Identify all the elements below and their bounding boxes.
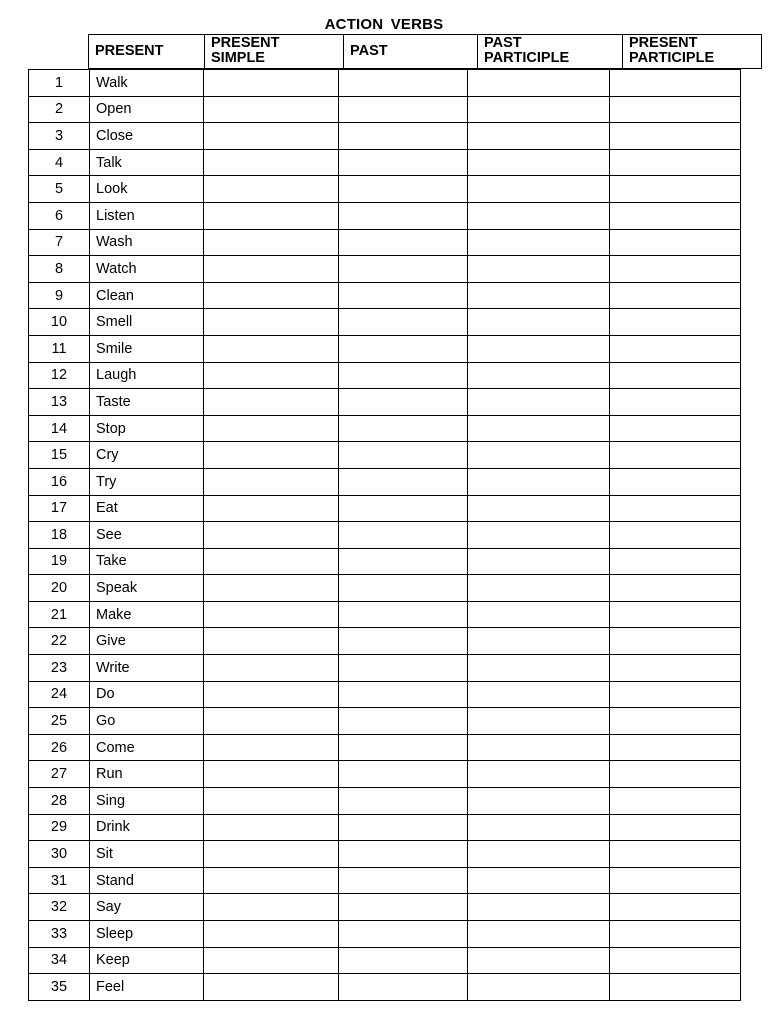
present-simple-cell[interactable] xyxy=(204,974,339,1001)
row-number: 28 xyxy=(29,788,90,815)
row-number: 3 xyxy=(29,123,90,150)
row-number: 26 xyxy=(29,734,90,761)
past-cell[interactable] xyxy=(339,974,468,1001)
present-participle-cell[interactable] xyxy=(610,974,741,1001)
row-number: 22 xyxy=(29,628,90,655)
present-verb-cell: Open xyxy=(90,96,204,123)
present-simple-cell[interactable] xyxy=(204,734,339,761)
past-participle-cell[interactable] xyxy=(468,442,610,469)
table-row xyxy=(29,123,741,150)
present-participle-cell[interactable] xyxy=(610,415,741,442)
present-verb-cell: Sleep xyxy=(90,921,204,948)
past-cell[interactable] xyxy=(339,522,468,549)
past-participle-cell[interactable] xyxy=(468,548,610,575)
past-participle-cell[interactable] xyxy=(468,522,610,549)
past-participle-cell[interactable] xyxy=(468,734,610,761)
table-row xyxy=(29,974,741,1001)
present-verb-cell: Eat xyxy=(90,495,204,522)
past-cell[interactable] xyxy=(339,575,468,602)
past-cell[interactable] xyxy=(339,229,468,256)
past-participle-cell[interactable] xyxy=(468,761,610,788)
row-number: 35 xyxy=(29,974,90,1001)
table-row xyxy=(29,256,741,283)
present-simple-cell[interactable] xyxy=(204,96,339,123)
row-number: 25 xyxy=(29,708,90,735)
present-simple-cell[interactable] xyxy=(204,389,339,416)
present-verb-cell: See xyxy=(90,522,204,549)
row-number: 5 xyxy=(29,176,90,203)
past-participle-cell[interactable] xyxy=(468,468,610,495)
past-participle-cell[interactable] xyxy=(468,655,610,682)
past-cell[interactable] xyxy=(339,282,468,309)
present-simple-cell[interactable] xyxy=(204,70,339,97)
past-cell[interactable] xyxy=(339,867,468,894)
present-verb-cell: Write xyxy=(90,655,204,682)
column-header-row xyxy=(89,35,762,69)
present-participle-cell[interactable] xyxy=(610,202,741,229)
present-verb-cell: Close xyxy=(90,123,204,150)
row-number: 8 xyxy=(29,256,90,283)
past-participle-cell[interactable] xyxy=(468,628,610,655)
row-number: 13 xyxy=(29,389,90,416)
past-participle-cell[interactable] xyxy=(468,788,610,815)
row-number: 32 xyxy=(29,894,90,921)
past-participle-cell[interactable] xyxy=(468,575,610,602)
table-row xyxy=(29,708,741,735)
row-number: 19 xyxy=(29,548,90,575)
column-header-present-simple: PRESENT SIMPLE xyxy=(205,35,344,69)
present-simple-cell[interactable] xyxy=(204,841,339,868)
column-header-table xyxy=(88,34,762,69)
past-cell[interactable] xyxy=(339,921,468,948)
past-participle-cell[interactable] xyxy=(468,415,610,442)
past-cell[interactable] xyxy=(339,123,468,150)
past-cell[interactable] xyxy=(339,894,468,921)
present-simple-cell[interactable] xyxy=(204,921,339,948)
past-participle-cell[interactable] xyxy=(468,176,610,203)
table-row xyxy=(29,788,741,815)
present-participle-cell[interactable] xyxy=(610,442,741,469)
past-participle-cell[interactable] xyxy=(468,256,610,283)
present-verb-cell: Talk xyxy=(90,149,204,176)
present-simple-cell[interactable] xyxy=(204,229,339,256)
past-cell[interactable] xyxy=(339,814,468,841)
present-simple-cell[interactable] xyxy=(204,442,339,469)
table-row xyxy=(29,335,741,362)
table-row xyxy=(29,70,741,97)
past-participle-cell[interactable] xyxy=(468,841,610,868)
present-participle-cell[interactable] xyxy=(610,468,741,495)
present-participle-cell[interactable] xyxy=(610,921,741,948)
table-row xyxy=(29,734,741,761)
row-number: 2 xyxy=(29,96,90,123)
row-number: 18 xyxy=(29,522,90,549)
table-row xyxy=(29,681,741,708)
present-simple-cell[interactable] xyxy=(204,468,339,495)
row-number: 12 xyxy=(29,362,90,389)
present-participle-cell[interactable] xyxy=(610,761,741,788)
present-participle-cell[interactable] xyxy=(610,522,741,549)
row-number: 1 xyxy=(29,70,90,97)
past-participle-cell[interactable] xyxy=(468,921,610,948)
present-verb-cell: Wash xyxy=(90,229,204,256)
present-simple-cell[interactable] xyxy=(204,362,339,389)
present-verb-cell: Give xyxy=(90,628,204,655)
past-cell[interactable] xyxy=(339,442,468,469)
present-participle-cell[interactable] xyxy=(610,495,741,522)
table-row xyxy=(29,655,741,682)
present-verb-cell: Watch xyxy=(90,256,204,283)
present-verb-cell: Come xyxy=(90,734,204,761)
present-simple-cell[interactable] xyxy=(204,681,339,708)
present-participle-cell[interactable] xyxy=(610,548,741,575)
present-verb-cell: Listen xyxy=(90,202,204,229)
past-cell[interactable] xyxy=(339,335,468,362)
row-number: 11 xyxy=(29,335,90,362)
table-row xyxy=(29,522,741,549)
row-number: 14 xyxy=(29,415,90,442)
row-number: 20 xyxy=(29,575,90,602)
present-simple-cell[interactable] xyxy=(204,894,339,921)
present-participle-cell[interactable] xyxy=(610,70,741,97)
table-row xyxy=(29,309,741,336)
present-verb-cell: Say xyxy=(90,894,204,921)
present-simple-cell[interactable] xyxy=(204,947,339,974)
past-participle-cell[interactable] xyxy=(468,202,610,229)
table-row xyxy=(29,282,741,309)
present-participle-cell[interactable] xyxy=(610,947,741,974)
column-header-past-participle: PAST PARTICIPLE xyxy=(478,35,623,69)
past-cell[interactable] xyxy=(339,708,468,735)
present-simple-cell[interactable] xyxy=(204,495,339,522)
past-participle-cell[interactable] xyxy=(468,974,610,1001)
past-cell[interactable] xyxy=(339,495,468,522)
present-simple-cell[interactable] xyxy=(204,123,339,150)
column-header-past: PAST xyxy=(344,35,478,69)
past-participle-cell[interactable] xyxy=(468,389,610,416)
present-participle-cell[interactable] xyxy=(610,176,741,203)
present-simple-cell[interactable] xyxy=(204,202,339,229)
present-participle-cell[interactable] xyxy=(610,389,741,416)
present-simple-cell[interactable] xyxy=(204,282,339,309)
past-participle-cell[interactable] xyxy=(468,123,610,150)
row-number: 15 xyxy=(29,442,90,469)
column-header-present-participle: PRESENT PARTICIPLE xyxy=(623,35,762,69)
past-cell[interactable] xyxy=(339,389,468,416)
past-participle-cell[interactable] xyxy=(468,149,610,176)
past-participle-cell[interactable] xyxy=(468,708,610,735)
row-number: 23 xyxy=(29,655,90,682)
present-verb-cell: Clean xyxy=(90,282,204,309)
table-row xyxy=(29,362,741,389)
page-title: ACTION VERBS xyxy=(324,16,444,33)
column-header-present: PRESENT xyxy=(89,35,205,69)
past-cell[interactable] xyxy=(339,841,468,868)
present-verb-cell: Smile xyxy=(90,335,204,362)
present-verb-cell: Walk xyxy=(90,70,204,97)
row-number: 10 xyxy=(29,309,90,336)
table-row xyxy=(29,495,741,522)
present-participle-cell[interactable] xyxy=(610,229,741,256)
present-simple-cell[interactable] xyxy=(204,548,339,575)
present-simple-cell[interactable] xyxy=(204,415,339,442)
past-cell[interactable] xyxy=(339,176,468,203)
present-participle-cell[interactable] xyxy=(610,894,741,921)
table-row xyxy=(29,601,741,628)
present-verb-cell: Take xyxy=(90,548,204,575)
past-cell[interactable] xyxy=(339,256,468,283)
present-participle-cell[interactable] xyxy=(610,655,741,682)
past-cell[interactable] xyxy=(339,628,468,655)
past-participle-cell[interactable] xyxy=(468,947,610,974)
past-cell[interactable] xyxy=(339,468,468,495)
present-simple-cell[interactable] xyxy=(204,335,339,362)
present-verb-cell: Smell xyxy=(90,309,204,336)
row-number: 27 xyxy=(29,761,90,788)
present-simple-cell[interactable] xyxy=(204,256,339,283)
table-row xyxy=(29,229,741,256)
present-participle-cell[interactable] xyxy=(610,96,741,123)
present-simple-cell[interactable] xyxy=(204,149,339,176)
row-number: 34 xyxy=(29,947,90,974)
table-row xyxy=(29,894,741,921)
past-cell[interactable] xyxy=(339,681,468,708)
table-row xyxy=(29,761,741,788)
present-participle-cell[interactable] xyxy=(610,149,741,176)
past-cell[interactable] xyxy=(339,96,468,123)
present-participle-cell[interactable] xyxy=(610,681,741,708)
present-verb-cell: Try xyxy=(90,468,204,495)
past-participle-cell[interactable] xyxy=(468,309,610,336)
present-simple-cell[interactable] xyxy=(204,522,339,549)
present-participle-cell[interactable] xyxy=(610,123,741,150)
present-verb-cell: Drink xyxy=(90,814,204,841)
table-row xyxy=(29,468,741,495)
present-participle-cell[interactable] xyxy=(610,841,741,868)
present-participle-cell[interactable] xyxy=(610,601,741,628)
present-simple-cell[interactable] xyxy=(204,176,339,203)
verb-table-body xyxy=(29,70,741,1001)
present-verb-cell: Stop xyxy=(90,415,204,442)
row-number: 24 xyxy=(29,681,90,708)
present-verb-cell: Do xyxy=(90,681,204,708)
present-participle-cell[interactable] xyxy=(610,362,741,389)
table-row xyxy=(29,96,741,123)
past-participle-cell[interactable] xyxy=(468,96,610,123)
table-row xyxy=(29,415,741,442)
table-row xyxy=(29,149,741,176)
past-cell[interactable] xyxy=(339,309,468,336)
present-participle-cell[interactable] xyxy=(610,708,741,735)
past-cell[interactable] xyxy=(339,202,468,229)
present-verb-cell: Look xyxy=(90,176,204,203)
table-row xyxy=(29,389,741,416)
present-simple-cell[interactable] xyxy=(204,867,339,894)
past-participle-cell[interactable] xyxy=(468,335,610,362)
present-verb-cell: Run xyxy=(90,761,204,788)
row-number: 16 xyxy=(29,468,90,495)
present-verb-cell: Feel xyxy=(90,974,204,1001)
present-participle-cell[interactable] xyxy=(610,256,741,283)
past-participle-cell[interactable] xyxy=(468,495,610,522)
present-simple-cell[interactable] xyxy=(204,628,339,655)
present-participle-cell[interactable] xyxy=(610,575,741,602)
table-row xyxy=(29,867,741,894)
present-verb-cell: Stand xyxy=(90,867,204,894)
past-cell[interactable] xyxy=(339,548,468,575)
past-participle-cell[interactable] xyxy=(468,867,610,894)
present-participle-cell[interactable] xyxy=(610,867,741,894)
table-row xyxy=(29,548,741,575)
present-participle-cell[interactable] xyxy=(610,335,741,362)
present-simple-cell[interactable] xyxy=(204,788,339,815)
present-simple-cell[interactable] xyxy=(204,655,339,682)
table-row xyxy=(29,628,741,655)
present-simple-cell[interactable] xyxy=(204,761,339,788)
row-number: 7 xyxy=(29,229,90,256)
present-verb-cell: Keep xyxy=(90,947,204,974)
past-cell[interactable] xyxy=(339,788,468,815)
table-row xyxy=(29,841,741,868)
table-row xyxy=(29,176,741,203)
past-cell[interactable] xyxy=(339,655,468,682)
row-number: 9 xyxy=(29,282,90,309)
present-verb-cell: Sing xyxy=(90,788,204,815)
table-row xyxy=(29,202,741,229)
past-participle-cell[interactable] xyxy=(468,814,610,841)
past-cell[interactable] xyxy=(339,362,468,389)
present-verb-cell: Taste xyxy=(90,389,204,416)
past-participle-cell[interactable] xyxy=(468,681,610,708)
present-verb-cell: Make xyxy=(90,601,204,628)
past-participle-cell[interactable] xyxy=(468,282,610,309)
present-simple-cell[interactable] xyxy=(204,309,339,336)
table-row xyxy=(29,575,741,602)
past-participle-cell[interactable] xyxy=(468,601,610,628)
present-participle-cell[interactable] xyxy=(610,282,741,309)
present-participle-cell[interactable] xyxy=(610,734,741,761)
row-number: 17 xyxy=(29,495,90,522)
past-cell[interactable] xyxy=(339,761,468,788)
present-verb-cell: Speak xyxy=(90,575,204,602)
table-row xyxy=(29,921,741,948)
row-number: 21 xyxy=(29,601,90,628)
past-participle-cell[interactable] xyxy=(468,894,610,921)
row-number: 6 xyxy=(29,202,90,229)
present-verb-cell: Laugh xyxy=(90,362,204,389)
table-row xyxy=(29,814,741,841)
present-participle-cell[interactable] xyxy=(610,628,741,655)
row-number: 4 xyxy=(29,149,90,176)
present-simple-cell[interactable] xyxy=(204,575,339,602)
row-number: 30 xyxy=(29,841,90,868)
present-verb-cell: Go xyxy=(90,708,204,735)
past-cell[interactable] xyxy=(339,601,468,628)
verb-table xyxy=(28,69,741,1001)
present-simple-cell[interactable] xyxy=(204,708,339,735)
past-cell[interactable] xyxy=(339,734,468,761)
past-cell[interactable] xyxy=(339,415,468,442)
present-participle-cell[interactable] xyxy=(610,814,741,841)
present-participle-cell[interactable] xyxy=(610,788,741,815)
past-cell[interactable] xyxy=(339,947,468,974)
past-cell[interactable] xyxy=(339,70,468,97)
past-participle-cell[interactable] xyxy=(468,229,610,256)
present-simple-cell[interactable] xyxy=(204,814,339,841)
present-verb-cell: Cry xyxy=(90,442,204,469)
row-number: 29 xyxy=(29,814,90,841)
table-row xyxy=(29,442,741,469)
present-verb-cell: Sit xyxy=(90,841,204,868)
past-participle-cell[interactable] xyxy=(468,362,610,389)
row-number: 31 xyxy=(29,867,90,894)
present-participle-cell[interactable] xyxy=(610,309,741,336)
table-row xyxy=(29,947,741,974)
past-participle-cell[interactable] xyxy=(468,70,610,97)
past-cell[interactable] xyxy=(339,149,468,176)
row-number: 33 xyxy=(29,921,90,948)
present-simple-cell[interactable] xyxy=(204,601,339,628)
